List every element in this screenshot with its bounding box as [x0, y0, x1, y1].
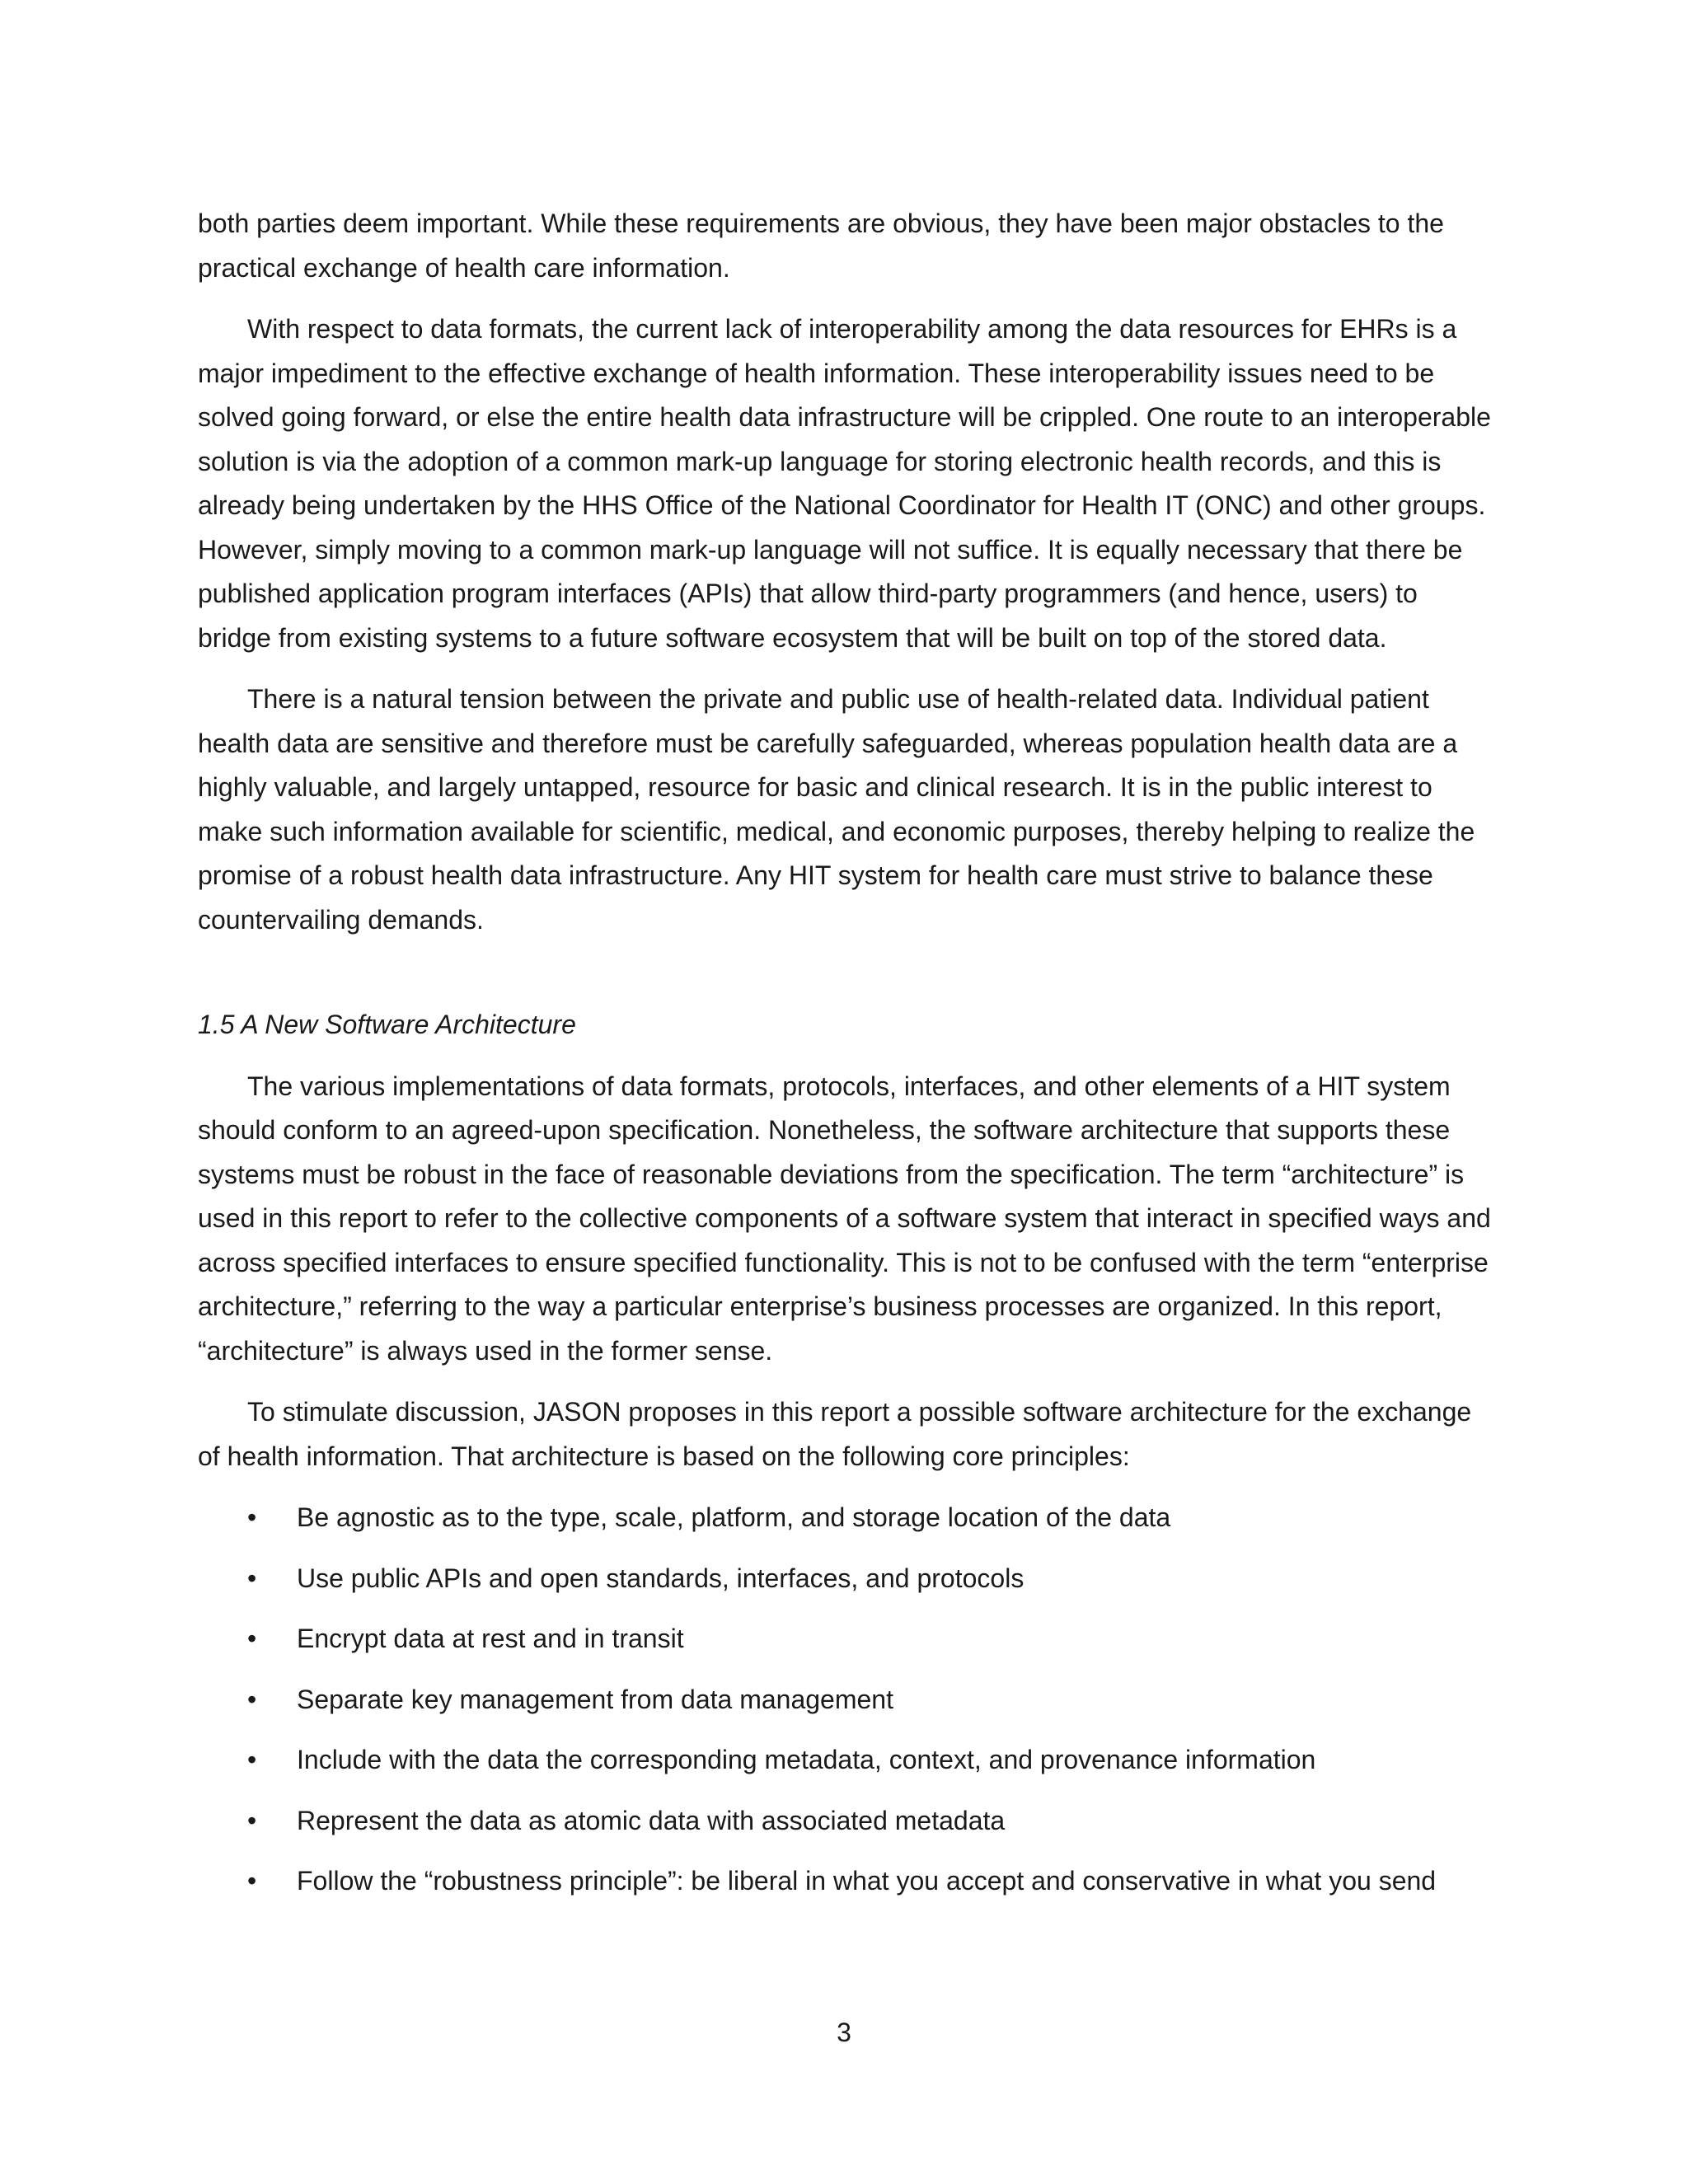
- paragraph-continuation: both parties deem important. While these requirements are obvious, they have been major obstacles to the practical exchange of health care information.: [198, 209, 1444, 283]
- list-item: [198, 1617, 1496, 1661]
- document-page: [198, 202, 1496, 1920]
- bullet-icon: •: [247, 1684, 257, 1714]
- bullet-icon: •: [247, 1866, 257, 1896]
- list-item: [198, 1496, 1496, 1540]
- list-item: [198, 1557, 1496, 1601]
- paragraph-private-public-tension: There is a natural tension between the private and public use of health-related data. Individual patient health data are sensitive and therefore must be carefully safeguarded, whereas population health data are a highly valuable, and largely untapped, resource for basic and clinical research. It is in the public interest to make such information available for scientific, medical, and economic purposes, thereby helping to realize the promise of a robust health data infrastructure. Any HIT system for health care must strive to balance these countervailing demands.: [198, 684, 1475, 935]
- bullet-icon: •: [247, 1624, 257, 1653]
- paragraph-architecture-definition: The various implementations of data formats, protocols, interfaces, and other elements of a HIT system should conform to an agreed-upon specification. Nonetheless, the software architecture that supports these systems must be robust in the face of reasonable deviations from the specification. The term “architecture” is used in this report to refer to the collective components of a software system that interact in specified ways and across specified interfaces to ensure specified functionality. This is not to be confused with the term “enterprise architecture,” referring to the way a particular enterprise’s business processes are organized. In this report, “architecture” is always used in the former sense.: [198, 1071, 1491, 1366]
- list-item-text: Use public APIs and open standards, interfaces, and protocols: [297, 1563, 1025, 1593]
- list-item: [198, 1678, 1496, 1722]
- core-principles-list: [198, 1496, 1496, 1904]
- page-number: 3: [837, 2018, 851, 2047]
- paragraph-data-formats: With respect to data formats, the current lack of interoperability among the data resources for EHRs is a major impediment to the effective exchange of health information. These interoperability issues need to be solved going forward, or else the entire health data infrastructure will be crippled. One route to an interoperable solution is via the adoption of a common mark-up language for storing electronic health records, and this is already being undertaken by the HHS Office of the National Coordinator for Health IT (ONC) and other groups. However, simply moving to a common mark-up language will not suffice. It is equally necessary that there be published application program interfaces (APIs) that allow third-party programmers (and hence, users) to bridge from existing systems to a future software ecosystem that will be built on top of the stored data.: [198, 314, 1491, 653]
- bullet-icon: •: [247, 1502, 257, 1532]
- list-item: [198, 1738, 1496, 1783]
- list-item-text: Follow the “robustness principle”: be liberal in what you accept and conservative in what you send: [297, 1866, 1437, 1896]
- list-item-text: Include with the data the corresponding metadata, context, and provenance information: [297, 1745, 1316, 1774]
- list-item-text: Separate key management from data management: [297, 1684, 893, 1714]
- list-item: [198, 1859, 1496, 1904]
- bullet-icon: •: [247, 1745, 257, 1774]
- paragraph-jason-proposal: To stimulate discussion, JASON proposes in this report a possible software architecture for the exchange of health information. That architecture is based on the following core principles:: [198, 1397, 1472, 1471]
- list-item-text: Be agnostic as to the type, scale, platform, and storage location of the data: [297, 1502, 1171, 1532]
- bullet-icon: •: [247, 1805, 257, 1835]
- list-item-text: Encrypt data at rest and in transit: [297, 1624, 684, 1653]
- list-item-text: Represent the data as atomic data with associated metadata: [297, 1805, 1006, 1835]
- bullet-icon: •: [247, 1563, 257, 1593]
- list-item: [198, 1799, 1496, 1844]
- section-heading: 1.5 A New Software Architecture: [198, 1010, 576, 1039]
